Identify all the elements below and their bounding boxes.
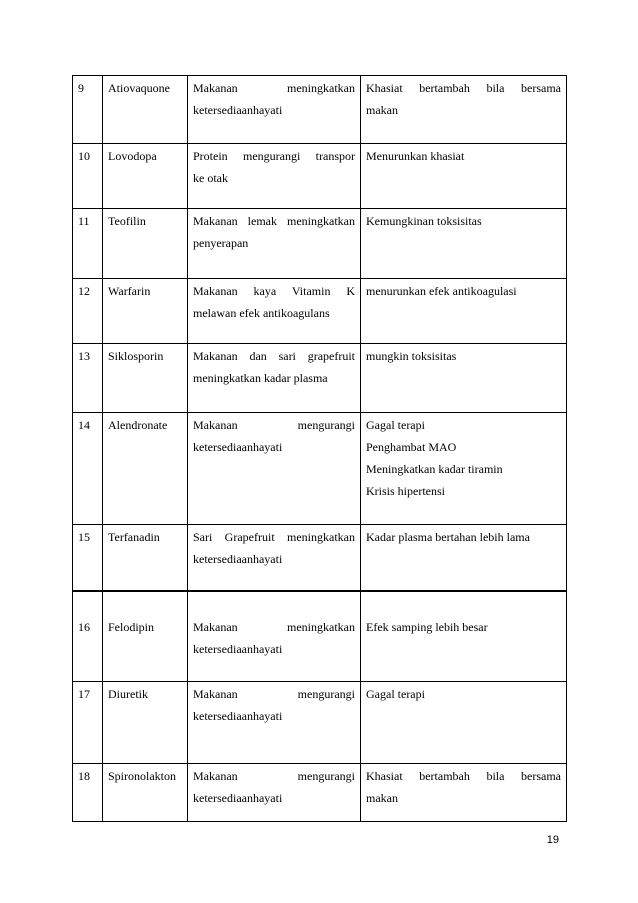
food-line: meningkatkan kadar plasma [193,371,328,385]
clinical-effect [360,76,567,143]
table-row [72,344,567,413]
effect-line: mungkin toksisitas [366,349,457,363]
food-effect [187,682,360,763]
food-line: Makanan mengurangi [193,687,355,701]
clinical-effect [360,279,567,343]
effect-line: Efek samping lebih besar [366,620,488,634]
row-number: 18 [72,764,102,821]
food-line: melawan efek antikoagulans [193,306,330,320]
drug-name: Terfanadin [102,525,187,590]
food-effect [187,279,360,343]
food-line: ketersediaanhayati [193,709,283,723]
food-line: Makanan meningkatkan [193,620,355,634]
drug-name: Felodipin [102,592,187,681]
row-number: 14 [72,413,102,524]
effect-line: Gagal terapi [366,418,425,432]
drug-name: Siklosporin [102,344,187,412]
food-line: Sari Grapefruit meningkatkan [193,530,355,544]
clinical-effect [360,413,567,524]
food-line: ketersediaanhayati [193,552,283,566]
row-number: 10 [72,144,102,208]
food-line: ke otak [193,171,228,185]
row-number: 15 [72,525,102,590]
clinical-effect [360,144,567,208]
food-line: ketersediaanhayati [193,642,283,656]
effect-line: menurunkan efek antikoagulasi [366,284,517,298]
effect-line: Kemungkinan toksisitas [366,214,482,228]
drug-name: Diuretik [102,682,187,763]
food-effect [187,592,360,681]
clinical-effect [360,209,567,278]
effect-line: Khasiat bertambah bila bersama [366,81,561,95]
table-row [72,144,567,209]
food-line: Makanan mengurangi [193,418,355,432]
food-effect [187,209,360,278]
effect-line: Meningkatkan kadar tiramin [366,462,503,476]
food-line: Protein mengurangi transpor [193,149,355,163]
food-line: Makanan mengurangi [193,769,355,783]
food-line: ketersediaanhayati [193,440,283,454]
page-number: 19 [546,834,559,846]
food-effect [187,144,360,208]
effect-line: Krisis hipertensi [366,484,445,498]
table-row [72,525,567,592]
clinical-effect [360,525,567,590]
effect-line: Menurunkan khasiat [366,149,465,163]
drug-name: Atiovaquone [102,76,187,143]
table-row [72,209,567,279]
table-row [72,413,567,525]
drug-name: Lovodopa [102,144,187,208]
food-effect [187,344,360,412]
row-number: 9 [72,76,102,143]
food-line: ketersediaanhayati [193,791,283,805]
food-effect [187,764,360,821]
food-line: ketersediaanhayati [193,103,283,117]
food-effect [187,413,360,524]
row-number: 13 [72,344,102,412]
effect-line: Khasiat bertambah bila bersama [366,769,561,783]
clinical-effect [360,764,567,821]
clinical-effect [360,344,567,412]
effect-line: Penghambat MAO [366,440,457,454]
drug-name: Warfarin [102,279,187,343]
row-number: 12 [72,279,102,343]
effect-line: makan [366,791,398,805]
drug-name: Spironolakton [102,764,187,821]
food-effect [187,76,360,143]
food-line: Makanan dan sari grapefruit [193,349,355,363]
drug-name: Alendronate [102,413,187,524]
clinical-effect [360,592,567,681]
row-number: 17 [72,682,102,763]
table-row [72,682,567,764]
row-number: 11 [72,209,102,278]
table-row [72,75,567,144]
food-line: Makanan kaya Vitamin K [193,284,355,298]
table-row [72,279,567,344]
food-line: Makanan meningkatkan [193,81,355,95]
food-line: Makanan lemak meningkatkan [193,214,355,228]
table-row [72,592,567,682]
table-row [72,764,567,822]
row-number: 16 [72,592,102,681]
drug-name: Teofilin [102,209,187,278]
clinical-effect [360,682,567,763]
effect-line: Gagal terapi [366,687,425,701]
food-effect [187,525,360,590]
effect-line: Kadar plasma bertahan lebih lama [366,530,530,544]
food-line: penyerapan [193,236,249,250]
interaction-table [72,75,567,822]
effect-line: makan [366,103,398,117]
